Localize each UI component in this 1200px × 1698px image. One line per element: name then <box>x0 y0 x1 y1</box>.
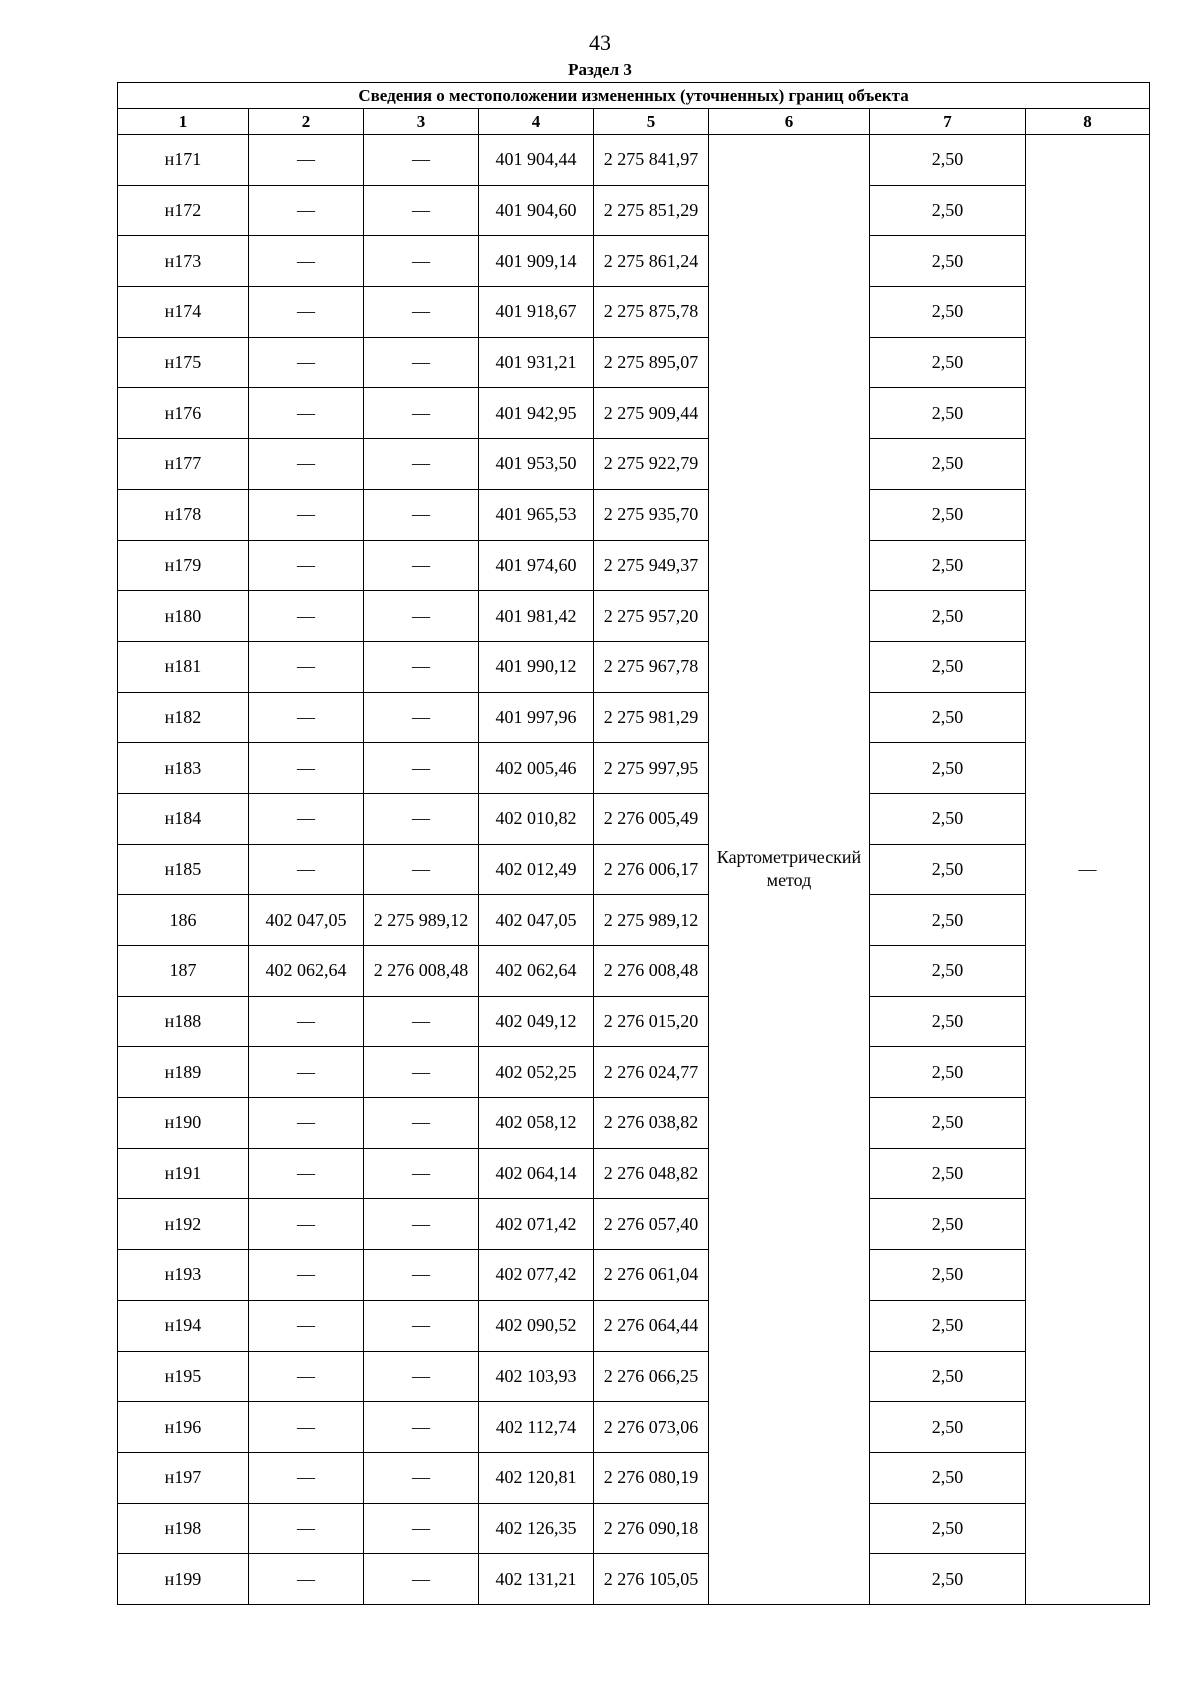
point-number-cell: н190 <box>118 1098 249 1149</box>
precision-cell: 2,50 <box>870 946 1026 997</box>
refined-x-cell: 402 047,05 <box>479 895 594 946</box>
refined-x-cell: 401 931,21 <box>479 337 594 388</box>
existing-y-cell: — <box>364 1351 479 1402</box>
refined-y-cell: 2 275 875,78 <box>594 287 709 338</box>
method-cell: Картометрический метод <box>709 135 870 1605</box>
precision-cell: 2,50 <box>870 1300 1026 1351</box>
refined-x-cell: 401 942,95 <box>479 388 594 439</box>
existing-x-cell: — <box>249 1250 364 1301</box>
precision-cell: 2,50 <box>870 1503 1026 1554</box>
precision-cell: 2,50 <box>870 793 1026 844</box>
existing-y-cell: — <box>364 692 479 743</box>
refined-y-cell: 2 275 909,44 <box>594 388 709 439</box>
refined-x-cell: 402 131,21 <box>479 1554 594 1605</box>
existing-y-cell: — <box>364 844 479 895</box>
refined-y-cell: 2 275 989,12 <box>594 895 709 946</box>
existing-y-cell: — <box>364 1047 479 1098</box>
existing-x-cell: — <box>249 793 364 844</box>
column-number: 7 <box>870 109 1026 135</box>
refined-x-cell: 401 981,42 <box>479 591 594 642</box>
existing-y-cell: — <box>364 439 479 490</box>
refined-y-cell: 2 275 922,79 <box>594 439 709 490</box>
refined-x-cell: 401 965,53 <box>479 489 594 540</box>
refined-x-cell: 401 918,67 <box>479 287 594 338</box>
precision-cell: 2,50 <box>870 388 1026 439</box>
column8-cell: — <box>1026 135 1150 1605</box>
existing-y-cell: — <box>364 1503 479 1554</box>
existing-y-cell: — <box>364 996 479 1047</box>
point-number-cell: н195 <box>118 1351 249 1402</box>
refined-x-cell: 402 012,49 <box>479 844 594 895</box>
table-row <box>118 692 1150 743</box>
table-row <box>118 1250 1150 1301</box>
existing-y-cell: — <box>364 641 479 692</box>
table-row <box>118 1503 1150 1554</box>
precision-cell: 2,50 <box>870 1452 1026 1503</box>
column-number: 8 <box>1026 109 1150 135</box>
refined-x-cell: 402 052,25 <box>479 1047 594 1098</box>
refined-x-cell: 401 909,14 <box>479 236 594 287</box>
table-row <box>118 1098 1150 1149</box>
refined-x-cell: 401 953,50 <box>479 439 594 490</box>
precision-cell: 2,50 <box>870 1047 1026 1098</box>
existing-x-cell: — <box>249 1452 364 1503</box>
precision-cell: 2,50 <box>870 743 1026 794</box>
table-row <box>118 287 1150 338</box>
refined-x-cell: 401 997,96 <box>479 692 594 743</box>
refined-y-cell: 2 276 057,40 <box>594 1199 709 1250</box>
refined-x-cell: 402 112,74 <box>479 1402 594 1453</box>
existing-x-cell: — <box>249 1503 364 1554</box>
existing-y-cell: — <box>364 1300 479 1351</box>
existing-x-cell: — <box>249 1047 364 1098</box>
existing-x-cell: 402 047,05 <box>249 895 364 946</box>
point-number-cell: н182 <box>118 692 249 743</box>
point-number-cell: н193 <box>118 1250 249 1301</box>
existing-x-cell: 402 062,64 <box>249 946 364 997</box>
existing-x-cell: — <box>249 692 364 743</box>
point-number-cell: н174 <box>118 287 249 338</box>
existing-y-cell: — <box>364 1452 479 1503</box>
precision-cell: 2,50 <box>870 692 1026 743</box>
refined-x-cell: 401 974,60 <box>479 540 594 591</box>
refined-x-cell: 402 010,82 <box>479 793 594 844</box>
precision-cell: 2,50 <box>870 844 1026 895</box>
table-row <box>118 1452 1150 1503</box>
existing-y-cell: — <box>364 489 479 540</box>
existing-x-cell: — <box>249 236 364 287</box>
refined-x-cell: 402 005,46 <box>479 743 594 794</box>
point-number-cell: н199 <box>118 1554 249 1605</box>
refined-x-cell: 402 049,12 <box>479 996 594 1047</box>
table-row <box>118 996 1150 1047</box>
column-number: 4 <box>479 109 594 135</box>
existing-x-cell: — <box>249 1351 364 1402</box>
refined-y-cell: 2 276 048,82 <box>594 1148 709 1199</box>
refined-y-cell: 2 275 841,97 <box>594 135 709 186</box>
table-row <box>118 1554 1150 1605</box>
existing-y-cell: — <box>364 185 479 236</box>
point-number-cell: н175 <box>118 337 249 388</box>
precision-cell: 2,50 <box>870 1351 1026 1402</box>
refined-y-cell: 2 276 038,82 <box>594 1098 709 1149</box>
table-row <box>118 895 1150 946</box>
refined-x-cell: 402 064,14 <box>479 1148 594 1199</box>
point-number-cell: н181 <box>118 641 249 692</box>
refined-x-cell: 401 904,60 <box>479 185 594 236</box>
precision-cell: 2,50 <box>870 1250 1026 1301</box>
existing-y-cell: — <box>364 388 479 439</box>
refined-y-cell: 2 275 981,29 <box>594 692 709 743</box>
existing-x-cell: — <box>249 1554 364 1605</box>
point-number-cell: н173 <box>118 236 249 287</box>
existing-y-cell: — <box>364 1148 479 1199</box>
point-number-cell: н192 <box>118 1199 249 1250</box>
precision-cell: 2,50 <box>870 439 1026 490</box>
table-row <box>118 489 1150 540</box>
point-number-cell: н198 <box>118 1503 249 1554</box>
table-row <box>118 540 1150 591</box>
point-number-cell: 186 <box>118 895 249 946</box>
refined-y-cell: 2 275 997,95 <box>594 743 709 794</box>
refined-y-cell: 2 276 015,20 <box>594 996 709 1047</box>
table-row <box>118 337 1150 388</box>
existing-x-cell: — <box>249 1098 364 1149</box>
table-row <box>118 1148 1150 1199</box>
table-row <box>118 641 1150 692</box>
precision-cell: 2,50 <box>870 540 1026 591</box>
column-number: 3 <box>364 109 479 135</box>
table-body <box>118 135 1150 1605</box>
existing-y-cell: — <box>364 1098 479 1149</box>
column-number-row <box>118 109 1150 135</box>
table-row <box>118 236 1150 287</box>
table-row <box>118 1047 1150 1098</box>
existing-x-cell: — <box>249 185 364 236</box>
precision-cell: 2,50 <box>870 287 1026 338</box>
precision-cell: 2,50 <box>870 591 1026 642</box>
refined-x-cell: 401 904,44 <box>479 135 594 186</box>
existing-x-cell: — <box>249 1199 364 1250</box>
point-number-cell: н183 <box>118 743 249 794</box>
existing-x-cell: — <box>249 540 364 591</box>
existing-x-cell: — <box>249 1402 364 1453</box>
existing-y-cell: 2 275 989,12 <box>364 895 479 946</box>
table-row <box>118 439 1150 490</box>
refined-x-cell: 402 062,64 <box>479 946 594 997</box>
point-number-cell: н196 <box>118 1402 249 1453</box>
refined-x-cell: 402 058,12 <box>479 1098 594 1149</box>
existing-y-cell: — <box>364 793 479 844</box>
existing-x-cell: — <box>249 439 364 490</box>
refined-x-cell: 402 071,42 <box>479 1199 594 1250</box>
section-title: Раздел 3 <box>568 60 632 79</box>
existing-y-cell: — <box>364 135 479 186</box>
refined-x-cell: 402 090,52 <box>479 1300 594 1351</box>
table-row <box>118 1300 1150 1351</box>
precision-cell: 2,50 <box>870 337 1026 388</box>
table-row <box>118 591 1150 642</box>
existing-y-cell: — <box>364 1250 479 1301</box>
column-number: 2 <box>249 109 364 135</box>
point-number-cell: н177 <box>118 439 249 490</box>
column-number: 5 <box>594 109 709 135</box>
point-number-cell: н172 <box>118 185 249 236</box>
refined-y-cell: 2 276 090,18 <box>594 1503 709 1554</box>
table-row <box>118 946 1150 997</box>
refined-x-cell: 402 126,35 <box>479 1503 594 1554</box>
refined-y-cell: 2 276 061,04 <box>594 1250 709 1301</box>
existing-x-cell: — <box>249 337 364 388</box>
refined-y-cell: 2 275 967,78 <box>594 641 709 692</box>
point-number-cell: н197 <box>118 1452 249 1503</box>
refined-y-cell: 2 275 957,20 <box>594 591 709 642</box>
point-number-cell: н178 <box>118 489 249 540</box>
refined-y-cell: 2 276 005,49 <box>594 793 709 844</box>
refined-y-cell: 2 276 008,48 <box>594 946 709 997</box>
precision-cell: 2,50 <box>870 489 1026 540</box>
refined-y-cell: 2 275 895,07 <box>594 337 709 388</box>
point-number-cell: н180 <box>118 591 249 642</box>
boundary-coordinates-table <box>117 82 1150 1605</box>
existing-x-cell: — <box>249 489 364 540</box>
table-row <box>118 743 1150 794</box>
precision-cell: 2,50 <box>870 1554 1026 1605</box>
refined-y-cell: 2 275 861,24 <box>594 236 709 287</box>
existing-y-cell: 2 276 008,48 <box>364 946 479 997</box>
existing-y-cell: — <box>364 591 479 642</box>
table-row <box>118 793 1150 844</box>
existing-x-cell: — <box>249 388 364 439</box>
refined-y-cell: 2 275 851,29 <box>594 185 709 236</box>
table-caption: Сведения о местоположении измененных (уточненных) границ объекта <box>118 83 1150 109</box>
existing-y-cell: — <box>364 1199 479 1250</box>
point-number-cell: 187 <box>118 946 249 997</box>
existing-y-cell: — <box>364 540 479 591</box>
point-number-cell: н191 <box>118 1148 249 1199</box>
refined-y-cell: 2 276 066,25 <box>594 1351 709 1402</box>
precision-cell: 2,50 <box>870 1199 1026 1250</box>
refined-x-cell: 402 103,93 <box>479 1351 594 1402</box>
existing-x-cell: — <box>249 287 364 338</box>
refined-y-cell: 2 276 105,05 <box>594 1554 709 1605</box>
refined-y-cell: 2 276 024,77 <box>594 1047 709 1098</box>
refined-x-cell: 402 077,42 <box>479 1250 594 1301</box>
existing-y-cell: — <box>364 1554 479 1605</box>
point-number-cell: н184 <box>118 793 249 844</box>
existing-x-cell: — <box>249 1148 364 1199</box>
point-number-cell: н171 <box>118 135 249 186</box>
point-number-cell: н189 <box>118 1047 249 1098</box>
table-row <box>118 1351 1150 1402</box>
point-number-cell: н179 <box>118 540 249 591</box>
table-row <box>118 185 1150 236</box>
existing-y-cell: — <box>364 743 479 794</box>
existing-y-cell: — <box>364 337 479 388</box>
precision-cell: 2,50 <box>870 185 1026 236</box>
refined-y-cell: 2 276 064,44 <box>594 1300 709 1351</box>
existing-x-cell: — <box>249 641 364 692</box>
existing-y-cell: — <box>364 236 479 287</box>
refined-y-cell: 2 276 006,17 <box>594 844 709 895</box>
precision-cell: 2,50 <box>870 996 1026 1047</box>
existing-y-cell: — <box>364 1402 479 1453</box>
column-number: 1 <box>118 109 249 135</box>
point-number-cell: н176 <box>118 388 249 439</box>
existing-x-cell: — <box>249 844 364 895</box>
point-number-cell: н194 <box>118 1300 249 1351</box>
table-row <box>118 388 1150 439</box>
existing-x-cell: — <box>249 1300 364 1351</box>
refined-x-cell: 401 990,12 <box>479 641 594 692</box>
existing-x-cell: — <box>249 743 364 794</box>
precision-cell: 2,50 <box>870 135 1026 186</box>
precision-cell: 2,50 <box>870 236 1026 287</box>
page-number: 43 <box>589 30 611 55</box>
precision-cell: 2,50 <box>870 1402 1026 1453</box>
precision-cell: 2,50 <box>870 1098 1026 1149</box>
existing-y-cell: — <box>364 287 479 338</box>
precision-cell: 2,50 <box>870 1148 1026 1199</box>
refined-y-cell: 2 275 949,37 <box>594 540 709 591</box>
table-row <box>118 1402 1150 1453</box>
point-number-cell: н188 <box>118 996 249 1047</box>
existing-x-cell: — <box>249 591 364 642</box>
table-row <box>118 1199 1150 1250</box>
refined-y-cell: 2 275 935,70 <box>594 489 709 540</box>
column-number: 6 <box>709 109 870 135</box>
refined-y-cell: 2 276 080,19 <box>594 1452 709 1503</box>
precision-cell: 2,50 <box>870 895 1026 946</box>
refined-x-cell: 402 120,81 <box>479 1452 594 1503</box>
table-row <box>118 844 1150 895</box>
refined-y-cell: 2 276 073,06 <box>594 1402 709 1453</box>
existing-x-cell: — <box>249 996 364 1047</box>
point-number-cell: н185 <box>118 844 249 895</box>
precision-cell: 2,50 <box>870 641 1026 692</box>
existing-x-cell: — <box>249 135 364 186</box>
table-row <box>118 135 1150 186</box>
